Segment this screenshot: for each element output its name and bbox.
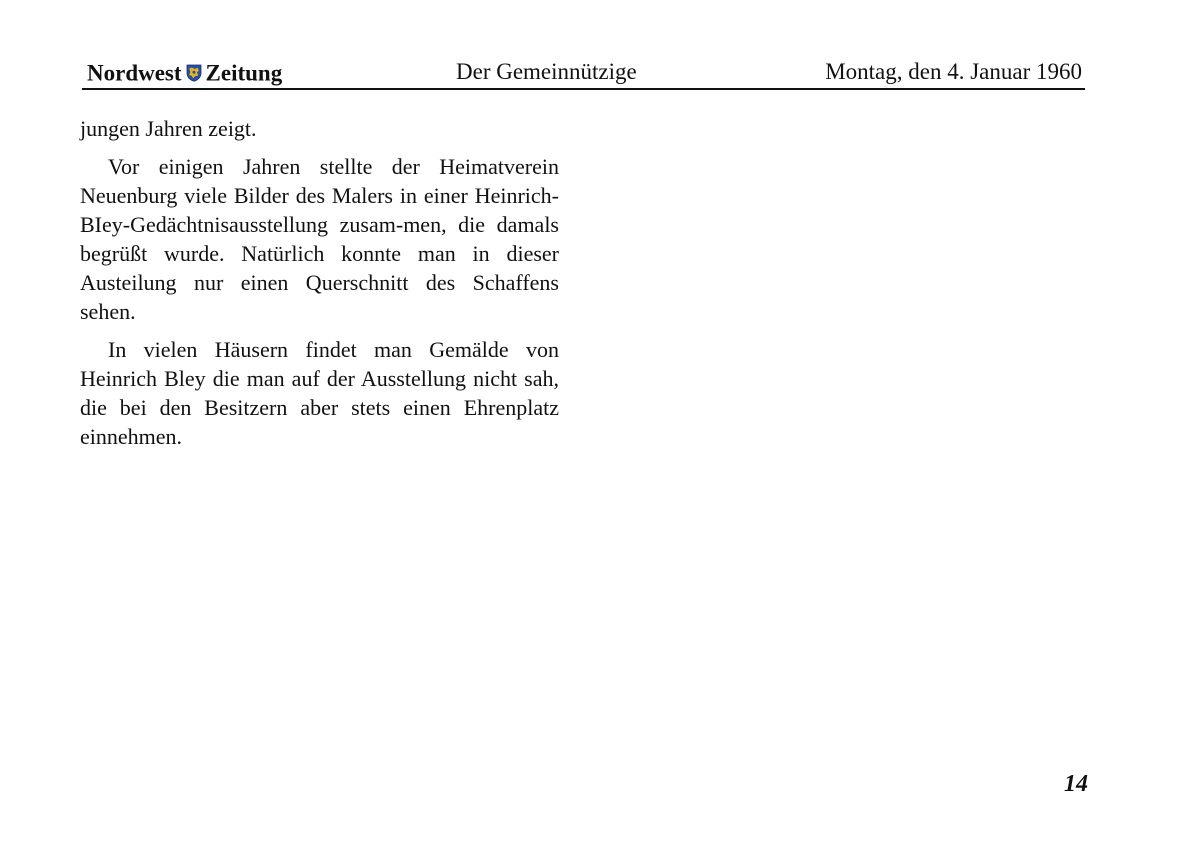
- masthead-right-word: Zeitung: [205, 60, 283, 86]
- section-title: Der Gemeinnützige: [456, 59, 637, 84]
- article-column: [80, 114, 559, 460]
- article-paragraph: Vor einigen Jahren stellte der Heimatverein Neuenburg viele Bilder des Malers in einer Heinrich-BIey-Gedächtnisausstellung zusam-men, die damals begrüßt wurde. Natürlich konnte man in dieser Austeilung nur einen Querschnitt des Schaffens sehen.: [80, 154, 559, 324]
- article-paragraph: In vielen Häusern findet man Gemälde von Heinrich Bley die man auf der Ausstellung nicht sah, die bei den Besitzern aber stets einen Ehrenplatz einnehmen.: [80, 337, 559, 449]
- masthead-left-word: Nordwest: [87, 60, 182, 86]
- issue-date: Montag, den 4. Januar 1960: [825, 59, 1082, 84]
- page-header: [82, 58, 1085, 90]
- page-number: 14: [1064, 771, 1088, 797]
- coat-of-arms-icon: [186, 64, 202, 82]
- article-paragraph: jungen Jahren zeigt.: [80, 116, 257, 141]
- newspaper-masthead: [87, 58, 282, 88]
